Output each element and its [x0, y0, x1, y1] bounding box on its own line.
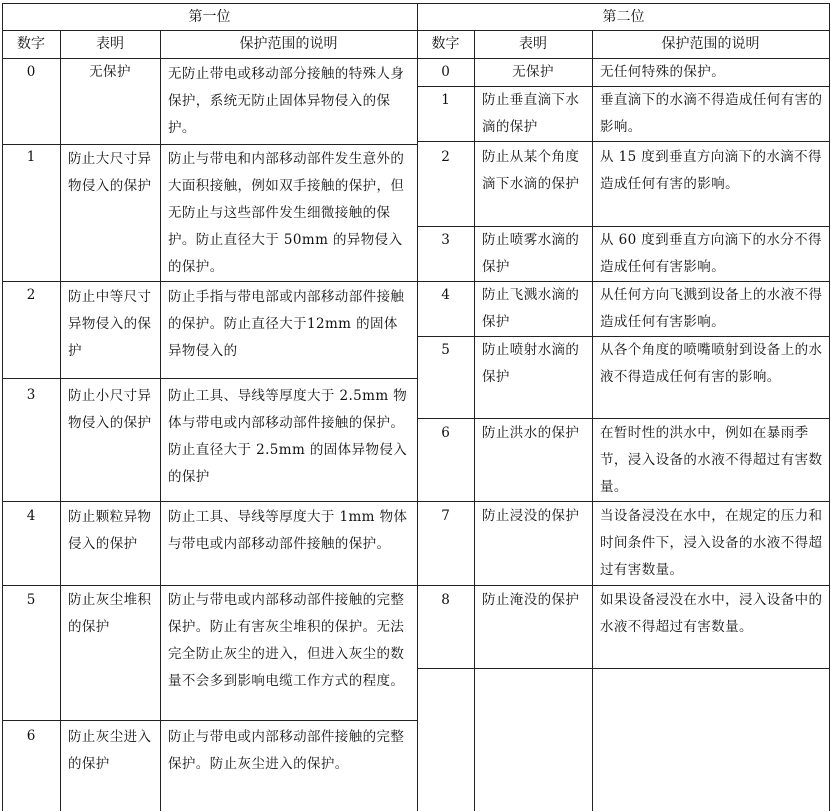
rule: [417, 585, 830, 586]
first-meaning: 防止小尺寸异物侵入的保护: [68, 388, 152, 431]
first-num: 3: [26, 387, 36, 403]
second-num: 1: [441, 92, 450, 108]
rule: [2, 585, 417, 586]
first-scope: 防止工具、导线等厚度大于 1mm 物体与带电或内部移动部件接触的保护。: [168, 509, 408, 552]
second-meaning: 防止垂直滴下水滴的保护: [482, 92, 580, 135]
header-second-digit: 第二位: [602, 9, 645, 25]
header-first-digit: 第一位: [188, 9, 231, 25]
rule: [160, 30, 161, 811]
rule: [829, 3, 830, 811]
first-meaning: 防止颗粒异物侵入的保护: [68, 509, 152, 552]
rule: [474, 30, 475, 811]
second-scope: 从任何方向飞溅到设备上的水液不得造成任何有害影响。: [600, 287, 823, 330]
first-num: 0: [26, 64, 36, 80]
second-num: 8: [441, 592, 450, 608]
second-num: 7: [441, 508, 450, 524]
first-scope: 无防止带电或移动部分接触的特殊人身保护，系统无防止固体异物侵入的保护。: [168, 66, 405, 136]
first-meaning: 防止大尺寸异物侵入的保护: [68, 151, 152, 194]
rule: [2, 720, 417, 721]
rule: [417, 418, 830, 419]
first-scope: 防止与带电和内部移动部件发生意外的大面积接触，例如双手接触的保护，但无防止与这些部件发生细微接触的保护。防止直径大于 50mm 的异物侵入的保护。: [168, 151, 405, 275]
first-meaning: 防止灰尘进入的保护: [68, 729, 152, 772]
second-meaning: 防止浸没的保护: [482, 508, 580, 524]
rule: [417, 501, 830, 502]
col-header-scope: 保护范围的说明: [661, 36, 760, 52]
second-num: 6: [441, 425, 450, 441]
rule: [60, 30, 61, 811]
rule: [2, 144, 417, 145]
rule: [417, 141, 830, 142]
rule: [417, 3, 418, 811]
first-num: 4: [26, 508, 36, 524]
second-meaning: 防止喷雾水滴的保护: [482, 232, 580, 275]
second-scope: 如果设备浸没在水中，浸入设备中的水液不得超过有害数量。: [600, 592, 823, 635]
first-meaning: 无保护: [89, 64, 131, 80]
col-header-num: 数字: [17, 36, 45, 52]
first-scope: 防止工具、导线等厚度大于 2.5mm 物体与带电或内部移动部件接触的保护。防止直径大于 2.5mm 的固体异物侵入的保护: [168, 388, 408, 485]
first-num: 5: [26, 592, 36, 608]
second-scope: 无任何特殊的保护。: [600, 64, 726, 80]
first-num: 6: [26, 728, 36, 744]
second-num: 2: [441, 149, 450, 165]
second-scope: 当设备浸没在水中，在规定的压力和时间条件下，浸入设备的水液不得超过有害数量。: [600, 508, 823, 578]
second-scope: 垂直滴下的水滴不得造成任何有害的影响。: [600, 92, 823, 135]
second-scope: 从 60 度到垂直方向滴下的水分不得造成任何有害影响。: [600, 232, 822, 275]
first-scope: 防止与带电或内部移动部件接触的完整保护。防止灰尘进入的保护。: [168, 729, 405, 772]
col-header-meaning: 表明: [519, 36, 547, 52]
second-scope: 在暂时性的洪水中，例如在暴雨季节，浸入设备的水液不得超过有害数量。: [600, 425, 823, 495]
second-meaning: 防止喷射水滴的保护: [482, 342, 580, 385]
first-num: 2: [26, 287, 36, 303]
second-num: 4: [441, 287, 450, 303]
col-header-num: 数字: [431, 36, 460, 52]
col-header-meaning: 表明: [96, 36, 124, 52]
rule: [2, 281, 417, 282]
second-scope: 从 15 度到垂直方向滴下的水滴不得造成任何有害的影响。: [600, 149, 822, 192]
second-scope: 从各个角度的喷嘴喷射到设备上的水液不得造成任何有害的影响。: [600, 342, 823, 385]
rule: [592, 30, 593, 811]
first-scope: 防止与带电或内部移动部件接触的完整保护。防止有害灰尘堆积的保护。无法完全防止灰尘的进入，但进入灰尘的数量不会多到影响电缆工作方式的程度。: [168, 592, 405, 689]
rule: [2, 501, 417, 502]
second-num: 5: [441, 342, 450, 358]
second-meaning: 防止从某个角度滴下水滴的保护: [482, 149, 580, 192]
second-num: 3: [441, 232, 450, 248]
second-num: 0: [441, 64, 450, 80]
first-num: 1: [26, 149, 36, 165]
second-meaning: 无保护: [512, 64, 554, 80]
rule: [417, 668, 830, 669]
second-meaning: 防止飞溅水滴的保护: [482, 287, 580, 330]
second-meaning: 防止洪水的保护: [482, 425, 580, 441]
first-meaning: 防止中等尺寸异物侵入的保护: [68, 289, 152, 359]
first-meaning: 防止灰尘堆积的保护: [68, 592, 152, 635]
col-header-scope: 保护范围的说明: [239, 36, 338, 52]
rule: [2, 378, 417, 379]
first-scope: 防止手指与带电部或内部移动部件接触的保护。防止直径大于12mm 的固体异物侵入的: [168, 289, 405, 359]
second-meaning: 防止淹没的保护: [482, 592, 580, 608]
